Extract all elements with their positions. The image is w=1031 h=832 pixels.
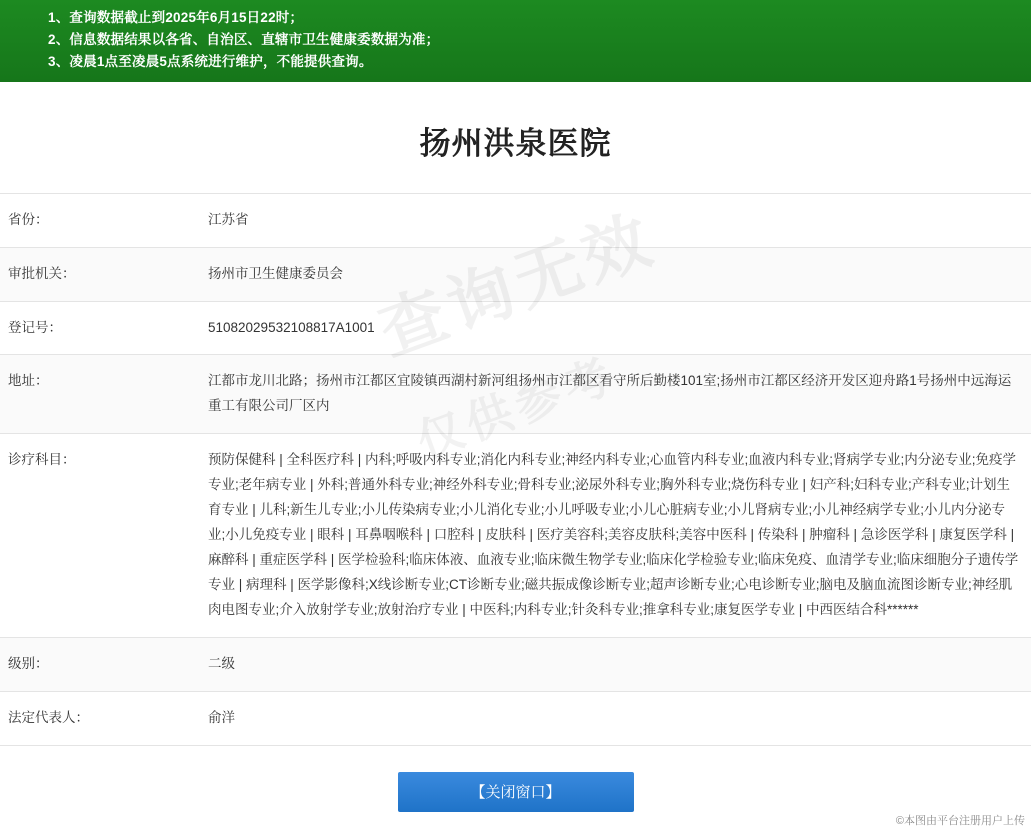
row-label-level: 级别： [8, 656, 49, 672]
row-value-legal-representative: 俞洋 [208, 710, 235, 726]
row-value-address: 江都市龙川北路；扬州市江都区宜陵镇西湖村新河组扬州市江都区看守所后勤楼101室;扬州市江都区经济开发区迎舟路1号扬州中远海运重工有限公司厂区内 [208, 373, 1012, 414]
watermark-primary: 查询无效 [369, 200, 666, 369]
notice-line-1 [0, 7, 1031, 29]
table-row [0, 638, 1031, 692]
row-label-authority: 审批机关： [8, 265, 76, 281]
notice-banner [0, 0, 1031, 82]
watermark-secondary: 仅供参考 [409, 347, 624, 468]
row-value-departments: 预防保健科 | 全科医疗科 | 内科;呼吸内科专业;消化内科专业;神经内科专业;心血管内科专业;血液内科专业;肾病学专业;内分泌专业;免疫学专业;老年病专业 | 外科;普通外科专业;神经外科专业;骨科专业;泌尿外科专业;胸外科专业;烧伤科专业 | 妇产科;妇科专业;产科专业;计划生育专业 | 儿科;新生儿专业;小儿传染病专业;小儿消化专业;小儿呼吸专业;小儿心脏病专业;小儿肾病专业;小儿神经病学专业;小儿内分泌专业;小儿免疫专业 | 眼科 | 耳鼻咽喉科 | 口腔科 | 皮肤科 | 医疗美容科;美容皮肤科;美容中医科 | 传染科 | 肿瘤科 | 急诊医学科 | 康复医学科 | 麻醉科 | 重症医学科 | 医学检验科;临床体液、血液专业;临床微生物学专业;临床化学检验专业;临床免疫、血清学专业;临床细胞分子遗传学专业 | 病理科 | 医学影像科;X线诊断专业;CT诊断专业;磁共振成像诊断专业;超声诊断专业;心电诊断专业;脑电及脑血流图诊断专业;神经肌肉电图专业;介入放射学专业;放射治疗专业 | 中医科;内科专业;针灸科专业;推拿科专业;康复医学专业 | 中西医结合科****** [208, 452, 1019, 618]
notice-line-1-text-before: 查询数据截止到 [69, 10, 166, 25]
row-value-province: 江苏省 [208, 211, 249, 227]
row-label-departments: 诊疗科目： [8, 452, 76, 468]
row-value-registration-number: 51082029532108817A1001 [208, 319, 375, 335]
table-row [0, 692, 1031, 746]
notice-line-3-highlight: 凌晨1点至凌晨5点 [69, 53, 181, 69]
page-title: 扬州洪泉医院 [419, 125, 612, 161]
table-row [0, 301, 1031, 355]
notice-line-3-number: 3、 [48, 53, 70, 69]
table-row [0, 193, 1031, 247]
row-value-authority: 扬州市卫生健康委员会 [208, 265, 343, 281]
footer [0, 746, 1031, 832]
row-value-level: 二级 [208, 656, 235, 672]
row-label-address: 地址： [8, 373, 49, 389]
upload-credit-note: ©本图由平台注册用户上传 [895, 815, 1025, 828]
table-row [0, 247, 1031, 301]
notice-line-1-number: 1、 [48, 10, 70, 25]
notice-line-2 [0, 29, 1031, 51]
notice-line-1-text-after: ； [289, 10, 304, 25]
notice-line-2-number: 2、 [48, 31, 70, 47]
row-label-legal-representative: 法定代表人： [8, 710, 89, 726]
close-window-button[interactable]: 【关闭窗口】 [398, 772, 634, 812]
notice-line-1-highlight: 2025年6月15日22时 [165, 10, 290, 25]
notice-line-2-text-before: 信息数据结果以各省、自治区、直辖市卫生健康委数据为准； [69, 31, 440, 47]
table-row [0, 434, 1031, 638]
row-label-province: 省份： [8, 211, 49, 227]
notice-line-3 [0, 51, 1031, 73]
notice-line-3-text-after: 系统进行维护，不能提供查询。 [180, 53, 373, 69]
hospital-info-table [0, 193, 1031, 747]
row-label-registration-number: 登记号： [8, 319, 62, 335]
table-row [0, 355, 1031, 434]
title-section [0, 82, 1031, 193]
